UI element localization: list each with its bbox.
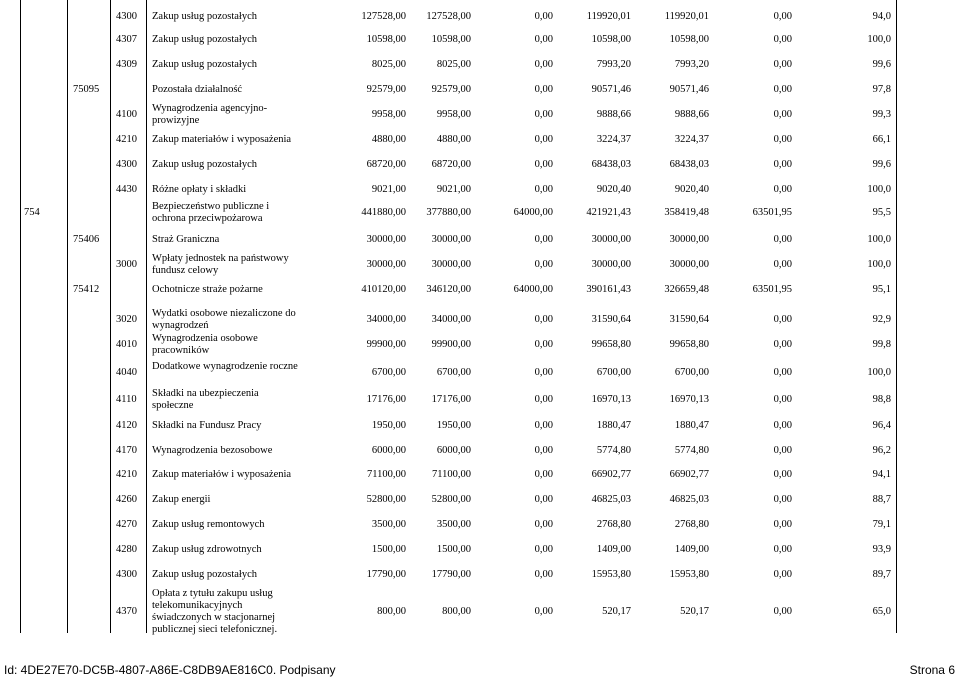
value-v2: 8025,00 bbox=[436, 59, 471, 70]
value-v3: 0,00 bbox=[534, 59, 553, 70]
value-v5: 16970,13 bbox=[669, 394, 709, 405]
paragraf-code: 4260 bbox=[116, 494, 137, 505]
paragraf-code: 4430 bbox=[116, 184, 137, 195]
value-v6: 0,00 bbox=[773, 314, 792, 325]
row-description: Opłata z tytułu zakupu usług telekomunikacyjnych świadczonych w stacjonarnej publicznej sieci telefonicznej. bbox=[152, 588, 278, 635]
document-id: Id: 4DE27E70-DC5B-4807-A86E-C8DB9AE816C0. Podpisany bbox=[4, 663, 336, 677]
value-v6: 0,00 bbox=[773, 234, 792, 245]
value-v1: 17790,00 bbox=[366, 569, 406, 580]
value-pct: 96,2 bbox=[872, 445, 891, 456]
value-v2: 30000,00 bbox=[431, 234, 471, 245]
value-v6: 0,00 bbox=[773, 84, 792, 95]
value-pct: 100,0 bbox=[867, 234, 891, 245]
paragraf-code: 4300 bbox=[116, 159, 137, 170]
row-description: Pozostała działalność bbox=[152, 84, 243, 95]
value-v1: 441880,00 bbox=[361, 207, 406, 218]
paragraf-code: 4210 bbox=[116, 469, 137, 480]
value-v2: 17790,00 bbox=[431, 569, 471, 580]
value-v3: 0,00 bbox=[534, 314, 553, 325]
value-v5: 15953,80 bbox=[669, 569, 709, 580]
value-v6: 0,00 bbox=[773, 519, 792, 530]
value-v2: 30000,00 bbox=[431, 259, 471, 270]
table-row bbox=[0, 568, 959, 582]
paragraf-code: 4100 bbox=[116, 109, 137, 120]
value-v2: 92579,00 bbox=[431, 84, 471, 95]
paragraf-code: 4120 bbox=[116, 420, 137, 431]
table-row bbox=[0, 333, 959, 357]
value-v4: 10598,00 bbox=[591, 34, 631, 45]
value-v4: 1409,00 bbox=[596, 544, 631, 555]
row-description: Zakup energii bbox=[152, 494, 211, 505]
value-v5: 7993,20 bbox=[674, 59, 709, 70]
value-v2: 34000,00 bbox=[431, 314, 471, 325]
paragraf-code: 4270 bbox=[116, 519, 137, 530]
value-v5: 68438,03 bbox=[669, 159, 709, 170]
row-description: Wynagrodzenia osobowe pracowników bbox=[152, 333, 258, 356]
value-pct: 79,1 bbox=[872, 519, 891, 530]
value-v5: 326659,48 bbox=[664, 284, 709, 295]
value-pct: 95,1 bbox=[872, 284, 891, 295]
value-v1: 127528,00 bbox=[361, 11, 406, 22]
value-v1: 9021,00 bbox=[371, 184, 406, 195]
table-row bbox=[0, 388, 959, 412]
value-v5: 66902,77 bbox=[669, 469, 709, 480]
value-v3: 0,00 bbox=[534, 519, 553, 530]
value-v3: 0,00 bbox=[534, 109, 553, 120]
value-v3: 0,00 bbox=[534, 34, 553, 45]
value-v3: 0,00 bbox=[534, 394, 553, 405]
value-v2: 9958,00 bbox=[436, 109, 471, 120]
value-v5: 90571,46 bbox=[669, 84, 709, 95]
value-v6: 0,00 bbox=[773, 184, 792, 195]
value-v1: 92579,00 bbox=[366, 84, 406, 95]
table-row bbox=[0, 543, 959, 557]
value-v5: 1409,00 bbox=[674, 544, 709, 555]
value-v5: 30000,00 bbox=[669, 259, 709, 270]
value-v2: 6000,00 bbox=[436, 445, 471, 456]
value-v3: 0,00 bbox=[534, 544, 553, 555]
value-v6: 63501,95 bbox=[752, 207, 792, 218]
table-row bbox=[0, 283, 959, 297]
value-v1: 1950,00 bbox=[371, 420, 406, 431]
row-description: Zakup materiałów i wyposażenia bbox=[152, 134, 292, 145]
value-v3: 0,00 bbox=[534, 11, 553, 22]
value-v1: 17176,00 bbox=[366, 394, 406, 405]
value-pct: 99,6 bbox=[872, 59, 891, 70]
value-v6: 0,00 bbox=[773, 606, 792, 617]
value-v6: 0,00 bbox=[773, 159, 792, 170]
value-pct: 93,9 bbox=[872, 544, 891, 555]
value-v3: 0,00 bbox=[534, 134, 553, 145]
value-v5: 10598,00 bbox=[669, 34, 709, 45]
value-v3: 0,00 bbox=[534, 339, 553, 350]
paragraf-code: 4210 bbox=[116, 134, 137, 145]
value-v3: 0,00 bbox=[534, 84, 553, 95]
table-row bbox=[0, 83, 959, 97]
value-v1: 800,00 bbox=[377, 606, 406, 617]
rozdzial-code: 75095 bbox=[73, 84, 100, 95]
value-v6: 0,00 bbox=[773, 569, 792, 580]
value-v3: 0,00 bbox=[534, 445, 553, 456]
value-v6: 0,00 bbox=[773, 544, 792, 555]
row-description: Bezpieczeństwo publiczne i ochrona przeciwpożarowa bbox=[152, 201, 270, 224]
value-v5: 2768,80 bbox=[674, 519, 709, 530]
value-pct: 97,8 bbox=[872, 84, 891, 95]
value-v6: 0,00 bbox=[773, 494, 792, 505]
page-number: Strona 6 bbox=[909, 663, 955, 677]
paragraf-code: 4040 bbox=[116, 367, 137, 378]
value-v2: 1500,00 bbox=[436, 544, 471, 555]
row-description: Zakup usług pozostałych bbox=[152, 59, 257, 70]
value-v2: 52800,00 bbox=[431, 494, 471, 505]
row-description: Zakup usług pozostałych bbox=[152, 159, 257, 170]
table-row bbox=[0, 361, 959, 385]
paragraf-code: 4280 bbox=[116, 544, 137, 555]
value-v2: 6700,00 bbox=[436, 367, 471, 378]
value-v3: 0,00 bbox=[534, 569, 553, 580]
value-v2: 4880,00 bbox=[436, 134, 471, 145]
value-v4: 66902,77 bbox=[591, 469, 631, 480]
value-v4: 2768,80 bbox=[596, 519, 631, 530]
rozdzial-code: 75412 bbox=[73, 284, 100, 295]
paragraf-code: 4309 bbox=[116, 59, 137, 70]
paragraf-code: 4307 bbox=[116, 34, 137, 45]
table-row bbox=[0, 183, 959, 197]
table-row bbox=[0, 103, 959, 127]
value-v1: 410120,00 bbox=[361, 284, 406, 295]
table-row bbox=[0, 133, 959, 147]
value-v4: 90571,46 bbox=[591, 84, 631, 95]
value-v5: 358419,48 bbox=[664, 207, 709, 218]
row-description: Zakup materiałów i wyposażenia bbox=[152, 469, 292, 480]
value-pct: 100,0 bbox=[867, 367, 891, 378]
table-row bbox=[0, 308, 959, 332]
table-row bbox=[0, 201, 959, 225]
row-description: Wpłaty jednostek na państwowy fundusz celowy bbox=[152, 253, 289, 276]
value-pct: 100,0 bbox=[867, 259, 891, 270]
value-v1: 71100,00 bbox=[367, 469, 406, 480]
value-v1: 9958,00 bbox=[371, 109, 406, 120]
value-v1: 6000,00 bbox=[371, 445, 406, 456]
value-v1: 52800,00 bbox=[366, 494, 406, 505]
value-v5: 9888,66 bbox=[674, 109, 709, 120]
value-v5: 46825,03 bbox=[669, 494, 709, 505]
value-v3: 0,00 bbox=[534, 234, 553, 245]
table-row bbox=[0, 58, 959, 72]
row-description: Zakup usług pozostałych bbox=[152, 11, 257, 22]
value-v6: 0,00 bbox=[773, 339, 792, 350]
value-v4: 31590,64 bbox=[591, 314, 631, 325]
table-row bbox=[0, 233, 959, 247]
value-v4: 421921,43 bbox=[586, 207, 631, 218]
value-v1: 68720,00 bbox=[366, 159, 406, 170]
value-v6: 0,00 bbox=[773, 469, 792, 480]
value-v1: 8025,00 bbox=[371, 59, 406, 70]
value-v3: 0,00 bbox=[534, 367, 553, 378]
row-description: Zakup usług pozostałych bbox=[152, 569, 257, 580]
value-v4: 520,17 bbox=[602, 606, 631, 617]
table-row bbox=[0, 493, 959, 507]
value-v5: 3224,37 bbox=[674, 134, 709, 145]
value-pct: 96,4 bbox=[872, 420, 891, 431]
value-v3: 0,00 bbox=[534, 420, 553, 431]
value-v2: 71100,00 bbox=[432, 469, 471, 480]
row-description: Wydatki osobowe niezaliczone do wynagrodzeń bbox=[152, 308, 296, 331]
paragraf-code: 4300 bbox=[116, 569, 137, 580]
value-v4: 46825,03 bbox=[591, 494, 631, 505]
value-v3: 0,00 bbox=[534, 184, 553, 195]
value-v6: 0,00 bbox=[773, 445, 792, 456]
value-v3: 64000,00 bbox=[513, 284, 553, 295]
value-v5: 520,17 bbox=[680, 606, 709, 617]
value-pct: 92,9 bbox=[872, 314, 891, 325]
value-v4: 30000,00 bbox=[591, 234, 631, 245]
table-row bbox=[0, 444, 959, 458]
value-v5: 119920,01 bbox=[664, 11, 709, 22]
row-description: Dodatkowe wynagrodzenie roczne bbox=[152, 361, 298, 372]
value-v5: 9020,40 bbox=[674, 184, 709, 195]
paragraf-code: 3020 bbox=[116, 314, 137, 325]
value-pct: 66,1 bbox=[872, 134, 891, 145]
value-v2: 1950,00 bbox=[436, 420, 471, 431]
table-row bbox=[0, 518, 959, 532]
row-description: Zakup usług zdrowotnych bbox=[152, 544, 262, 555]
paragraf-code: 4300 bbox=[116, 11, 137, 22]
value-pct: 100,0 bbox=[867, 34, 891, 45]
table-row bbox=[0, 468, 959, 482]
value-v4: 68438,03 bbox=[591, 159, 631, 170]
value-v4: 9020,40 bbox=[596, 184, 631, 195]
paragraf-code: 4010 bbox=[116, 339, 137, 350]
value-v6: 0,00 bbox=[773, 394, 792, 405]
dzial-code: 754 bbox=[24, 207, 40, 218]
value-v2: 346120,00 bbox=[426, 284, 471, 295]
value-v1: 30000,00 bbox=[366, 259, 406, 270]
value-v6: 0,00 bbox=[773, 109, 792, 120]
value-v4: 1880,47 bbox=[596, 420, 631, 431]
value-v6: 0,00 bbox=[773, 34, 792, 45]
table-row bbox=[0, 253, 959, 277]
value-v4: 5774,80 bbox=[596, 445, 631, 456]
row-description: Zakup usług pozostałych bbox=[152, 34, 257, 45]
value-pct: 88,7 bbox=[872, 494, 891, 505]
row-description: Zakup usług remontowych bbox=[152, 519, 265, 530]
value-v1: 6700,00 bbox=[371, 367, 406, 378]
row-description: Wynagrodzenia bezosobowe bbox=[152, 445, 273, 456]
value-v4: 7993,20 bbox=[596, 59, 631, 70]
value-v6: 63501,95 bbox=[752, 284, 792, 295]
value-v2: 17176,00 bbox=[431, 394, 471, 405]
value-v3: 0,00 bbox=[534, 259, 553, 270]
value-pct: 94,0 bbox=[872, 11, 891, 22]
value-pct: 65,0 bbox=[872, 606, 891, 617]
value-pct: 98,8 bbox=[872, 394, 891, 405]
table-row bbox=[0, 158, 959, 172]
table-row bbox=[0, 33, 959, 47]
paragraf-code: 3000 bbox=[116, 259, 137, 270]
value-v1: 10598,00 bbox=[366, 34, 406, 45]
value-v4: 99658,80 bbox=[591, 339, 631, 350]
value-v4: 390161,43 bbox=[586, 284, 631, 295]
table-row bbox=[0, 419, 959, 433]
paragraf-code: 4170 bbox=[116, 445, 137, 456]
value-v2: 99900,00 bbox=[431, 339, 471, 350]
value-v1: 3500,00 bbox=[371, 519, 406, 530]
value-v3: 64000,00 bbox=[513, 207, 553, 218]
value-v4: 16970,13 bbox=[591, 394, 631, 405]
value-v5: 5774,80 bbox=[674, 445, 709, 456]
row-description: Ochotnicze straże pożarne bbox=[152, 284, 263, 295]
value-v3: 0,00 bbox=[534, 494, 553, 505]
row-description: Składki na ubezpieczenia społeczne bbox=[152, 388, 259, 411]
value-v4: 15953,80 bbox=[591, 569, 631, 580]
value-pct: 99,8 bbox=[872, 339, 891, 350]
paragraf-code: 4370 bbox=[116, 606, 137, 617]
value-v1: 99900,00 bbox=[366, 339, 406, 350]
value-v3: 0,00 bbox=[534, 159, 553, 170]
value-v4: 6700,00 bbox=[596, 367, 631, 378]
table-row bbox=[0, 588, 959, 636]
value-pct: 94,1 bbox=[872, 469, 891, 480]
value-v6: 0,00 bbox=[773, 59, 792, 70]
row-description: Wynagrodzenia agencyjno-prowizyjne bbox=[152, 103, 268, 126]
value-v6: 0,00 bbox=[773, 134, 792, 145]
value-pct: 99,3 bbox=[872, 109, 891, 120]
value-v2: 377880,00 bbox=[426, 207, 471, 218]
value-v4: 3224,37 bbox=[596, 134, 631, 145]
value-v2: 800,00 bbox=[442, 606, 471, 617]
value-v6: 0,00 bbox=[773, 367, 792, 378]
value-pct: 100,0 bbox=[867, 184, 891, 195]
rozdzial-code: 75406 bbox=[73, 234, 100, 245]
value-v1: 30000,00 bbox=[366, 234, 406, 245]
value-v2: 3500,00 bbox=[436, 519, 471, 530]
value-pct: 89,7 bbox=[872, 569, 891, 580]
value-v5: 30000,00 bbox=[669, 234, 709, 245]
value-v3: 0,00 bbox=[534, 606, 553, 617]
value-v5: 99658,80 bbox=[669, 339, 709, 350]
value-v6: 0,00 bbox=[773, 420, 792, 431]
value-v2: 9021,00 bbox=[436, 184, 471, 195]
row-description: Różne opłaty i składki bbox=[152, 184, 247, 195]
value-v1: 4880,00 bbox=[371, 134, 406, 145]
value-v4: 30000,00 bbox=[591, 259, 631, 270]
value-v6: 0,00 bbox=[773, 11, 792, 22]
row-description: Składki na Fundusz Pracy bbox=[152, 420, 262, 431]
value-v3: 0,00 bbox=[534, 469, 553, 480]
value-v1: 34000,00 bbox=[366, 314, 406, 325]
value-v2: 68720,00 bbox=[431, 159, 471, 170]
value-v1: 1500,00 bbox=[371, 544, 406, 555]
paragraf-code: 4110 bbox=[116, 394, 137, 405]
table-row bbox=[0, 10, 959, 24]
value-v4: 119920,01 bbox=[586, 11, 631, 22]
value-v5: 31590,64 bbox=[669, 314, 709, 325]
value-v2: 10598,00 bbox=[431, 34, 471, 45]
value-v4: 9888,66 bbox=[596, 109, 631, 120]
value-pct: 95,5 bbox=[872, 207, 891, 218]
value-v6: 0,00 bbox=[773, 259, 792, 270]
value-v2: 127528,00 bbox=[426, 11, 471, 22]
value-v5: 6700,00 bbox=[674, 367, 709, 378]
value-pct: 99,6 bbox=[872, 159, 891, 170]
value-v5: 1880,47 bbox=[674, 420, 709, 431]
row-description: Straż Graniczna bbox=[152, 234, 220, 245]
